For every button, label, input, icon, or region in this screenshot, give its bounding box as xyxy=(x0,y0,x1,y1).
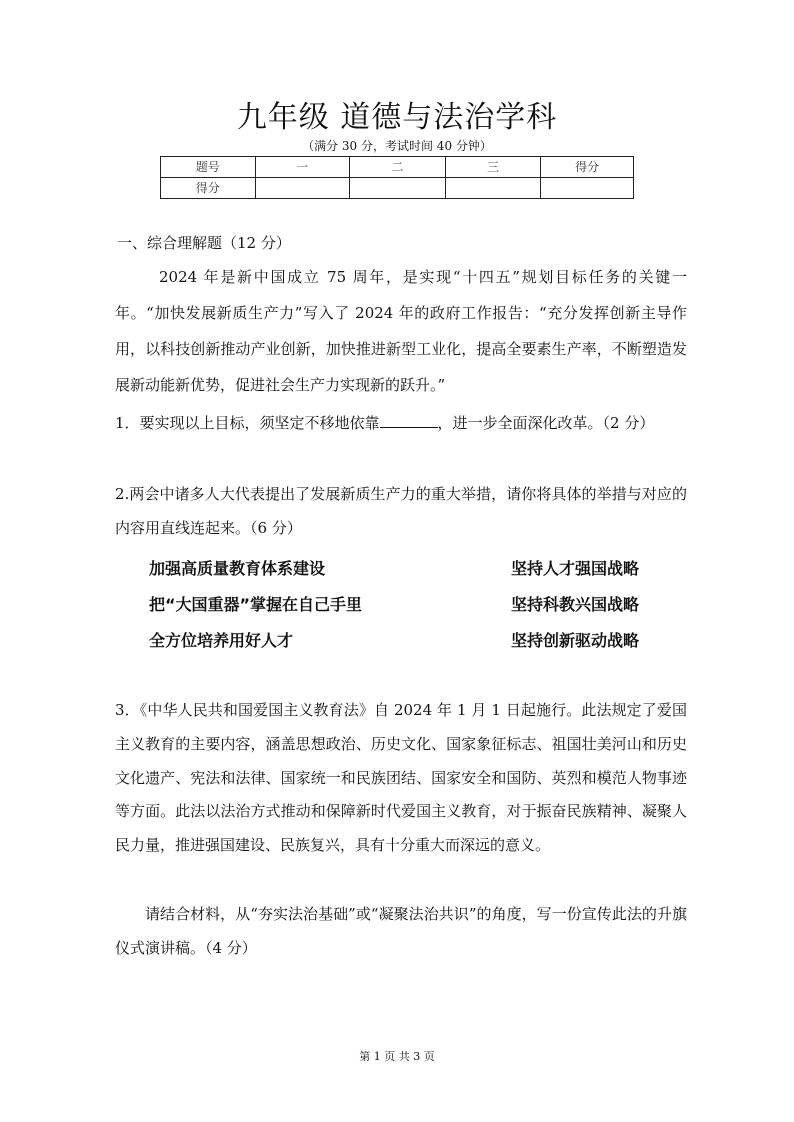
score-cell: 二 xyxy=(350,157,446,178)
score-entry-cell[interactable] xyxy=(350,178,446,199)
section-heading: 一、综合理解题（12 分） xyxy=(117,234,291,252)
score-entry-cell[interactable] xyxy=(255,178,350,199)
question-3: 3．《中华人民共和国爱国主义教育法》自 2024 年 1 月 1 日起施行。此法规定了爱国主义教育的主要内容，涵盖思想政治、历史文化、国家象征标志、祖国壮美河山和历史文化遗产、宪法和法律、国家统一和民族团结、国家安全和国防、英烈和模范人物事迹等方面。此法以法治方式推动和保障新时代爱国主义教育，对于振奋民族精神、凝聚人民力量，推进强国建设、民族复兴，具有十分重大而深远的意义。 xyxy=(115,701,687,855)
matching-left-item[interactable]: 加强高质量教育体系建设 xyxy=(149,559,326,578)
score-cell: 三 xyxy=(445,157,541,178)
question-1-text-end: ，进一步全面深化改革。（2 分） xyxy=(437,414,655,432)
matching-right-item[interactable]: 坚持创新驱动战略 xyxy=(511,631,640,650)
answer-blank[interactable] xyxy=(380,413,438,428)
score-cell: 题号 xyxy=(161,157,256,178)
material-paragraph: 2024 年是新中国成立 75 周年，是实现“十四五”规划目标任务的关键一年。“加快发展新质生产力”写入了 2024 年的政府工作报告：“充分发挥创新主导作用，以科技创新推动产业创新，加快推进新型工业化，提高全要素生产率，不断塑造发展新动能新优势，促进社会生产力实现新的跃升。” xyxy=(115,268,687,394)
score-cell: 得分 xyxy=(161,178,256,199)
matching-left-item[interactable]: 把“大国重器”掌握在自己手里 xyxy=(149,595,363,614)
question-3-task: 请结合材料，从“夯实法治基础”或“凝聚法治共识”的角度，写一份宣传此法的升旗仪式演讲稿。（4 分） xyxy=(115,905,687,957)
matching-right-item[interactable]: 坚持科教兴国战略 xyxy=(511,595,640,614)
question-1-text: 1．要实现以上目标，须坚定不移地依靠 xyxy=(115,414,380,432)
score-cell: 一 xyxy=(255,157,350,178)
matching-right-item[interactable]: 坚持人才强国战略 xyxy=(511,559,640,578)
score-entry-cell[interactable] xyxy=(541,178,634,199)
matching-right-column xyxy=(511,551,639,659)
question-1 xyxy=(115,405,687,441)
score-table xyxy=(160,156,634,199)
exam-title: 九年级 道德与法治学科 xyxy=(236,100,558,135)
exam-subtitle: （满分 30 分，考试时间 40 分钟） xyxy=(302,139,492,153)
score-table-header-row xyxy=(161,157,634,178)
score-entry-cell[interactable] xyxy=(445,178,541,199)
matching-left-column xyxy=(149,551,362,659)
question-2: 2.两会中诸多人大代表提出了发展新质生产力的重大举措，请你将具体的举措与对应的内容用直线连起来。（6 分） xyxy=(115,485,687,537)
page-number: 第 1 页 共 3 页 xyxy=(359,1050,435,1063)
score-cell: 得分 xyxy=(541,157,634,178)
matching-left-item[interactable]: 全方位培养用好人才 xyxy=(149,631,294,650)
score-table-score-row xyxy=(161,178,634,199)
